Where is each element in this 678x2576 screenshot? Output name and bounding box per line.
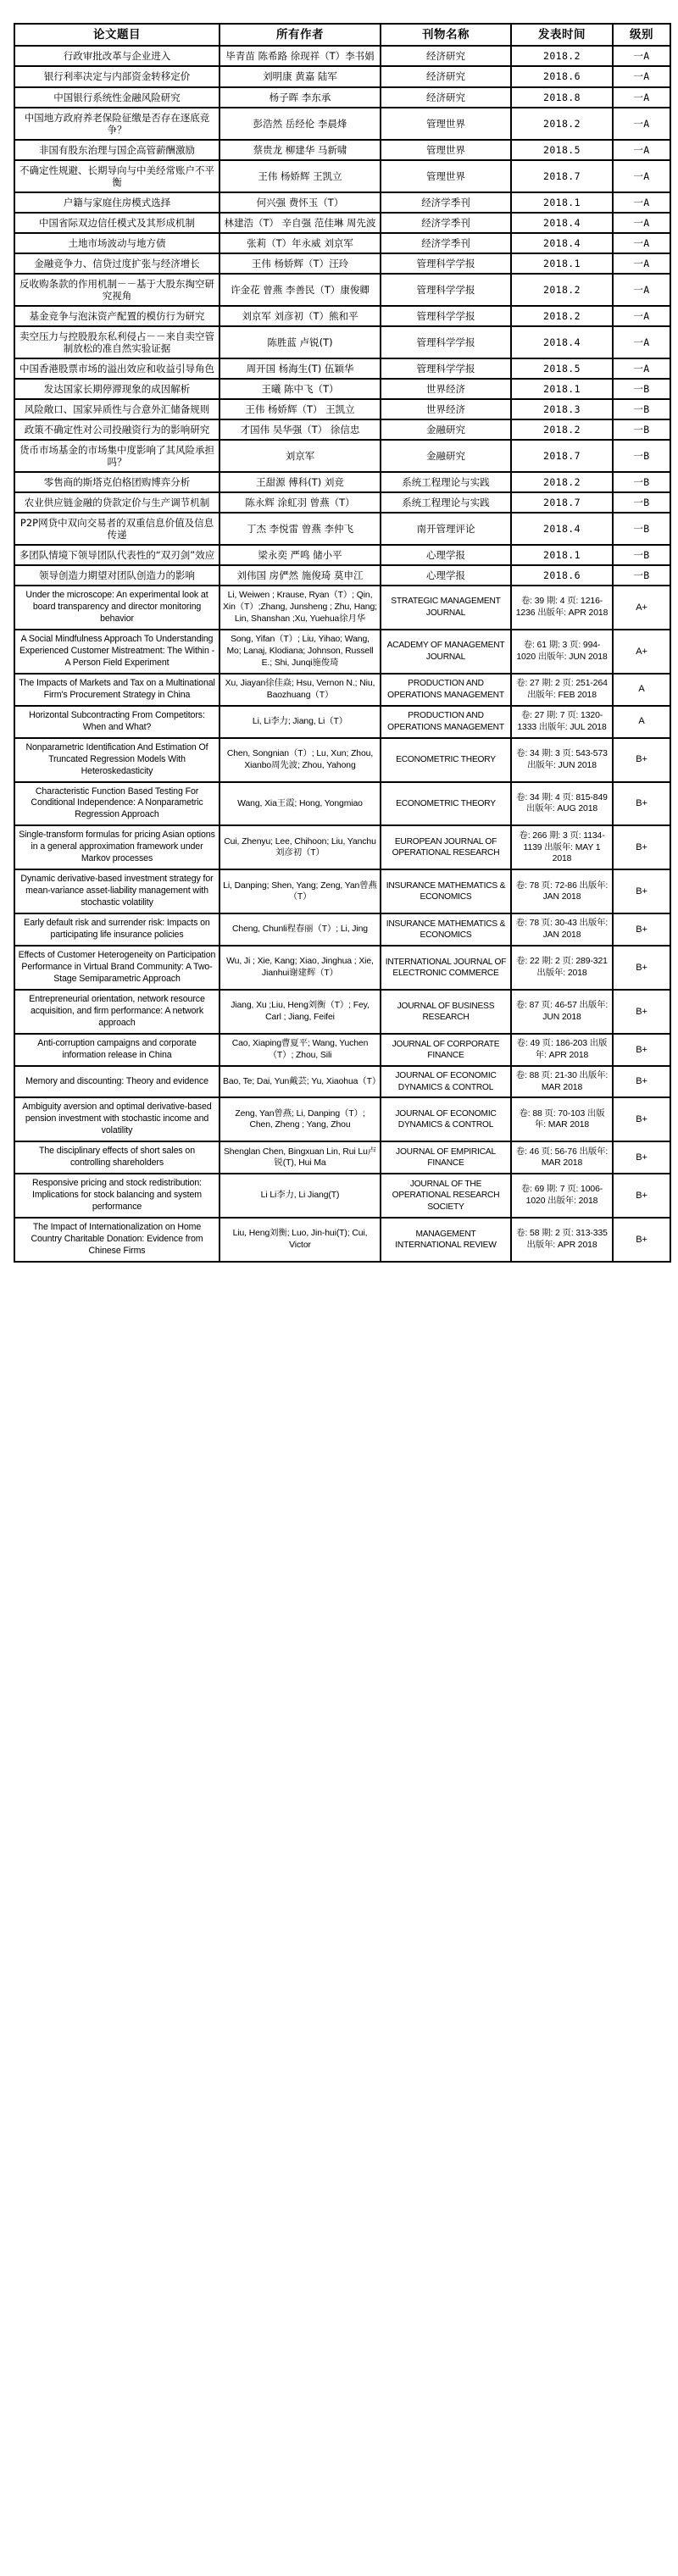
cell-level: B+ [613,990,670,1034]
cell-date: 卷: 266 期: 3 页: 1134-1139 出版年: MAY 1 2018 [511,825,613,869]
cell-level: 一B [613,440,670,472]
cell-level: B+ [613,1034,670,1066]
table-row [14,66,670,86]
cell-level: B+ [613,946,670,990]
cell-journal: JOURNAL OF ECONOMIC DYNAMICS & CONTROL [381,1097,511,1141]
cell-journal: 经济研究 [381,87,511,108]
cell-level: 一A [613,46,670,66]
table-row [14,782,670,826]
table-row [14,399,670,419]
cell-date: 卷: 69 期: 7 页: 1006-1020 出版年: 2018 [511,1174,613,1218]
table-row [14,1141,670,1174]
table-row [14,586,670,630]
column-header-level: 级别 [613,24,670,46]
cell-level: B+ [613,1141,670,1174]
cell-level: B+ [613,738,670,782]
cell-title: The disciplinary effects of short sales on controlling shareholders [14,1141,220,1174]
table-row [14,108,670,140]
cell-date: 卷: 88 页: 70-103 出版年: MAR 2018 [511,1097,613,1141]
cell-authors: Cao, Xiaping曹夏平; Wang, Yuchen（T）; Zhou, Sili [220,1034,381,1066]
cell-level: B+ [613,1218,670,1262]
table-row [14,1174,670,1218]
column-header-title: 论文题目 [14,24,220,46]
cell-title: The Impact of Internationalization on Home Country Charitable Donation: Evidence from Chinese Firms [14,1218,220,1262]
cell-authors: Cheng, Chunli程春丽（T）; Li, Jing [220,913,381,946]
cell-level: A+ [613,586,670,630]
column-header-date: 发表时间 [511,24,613,46]
table-row [14,306,670,326]
cell-title: 货币市场基金的市场集中度影响了其风险承担吗？ [14,440,220,472]
cell-title: Effects of Customer Heterogeneity on Participation Performance in Virtual Brand Community: A Two-Stage Semiparametric Approach [14,946,220,990]
table-row [14,674,670,706]
table-row [14,326,670,358]
cell-date: 2018.7 [511,440,613,472]
cell-date: 卷: 88 页: 21-30 出版年: MAR 2018 [511,1066,613,1097]
cell-level: 一B [613,492,670,513]
cell-authors: Zeng, Yan曾燕; Li, Danping（T）; Chen, Zheng ; Yang, Zhou [220,1097,381,1141]
cell-authors: Li, Weiwen ; Krause, Ryan（T）; Qin, Xin（T）;Zhang, Junsheng ; Zhu, Hang; Lin, Shanshan ;Xu, Yuehua徐月华 [220,586,381,630]
cell-journal: 金融研究 [381,419,511,440]
cell-authors: Shenglan Chen, Bingxuan Lin, Rui Lu卢锐(T), Hui Ma [220,1141,381,1174]
table-row [14,1034,670,1066]
cell-level: B+ [613,913,670,946]
cell-journal: EUROPEAN JOURNAL OF OPERATIONAL RESEARCH [381,825,511,869]
cell-title: Nonparametric Identification And Estimation Of Truncated Regression Models With Heteroskedasticity [14,738,220,782]
cell-journal: INSURANCE MATHEMATICS & ECONOMICS [381,869,511,913]
table-row [14,1066,670,1097]
cell-title: Ambiguity aversion and optimal derivative-based pension investment with stochastic income and volatility [14,1097,220,1141]
table-row [14,946,670,990]
table-row [14,46,670,66]
cell-journal: MANAGEMENT INTERNATIONAL REVIEW [381,1218,511,1262]
table-row [14,87,670,108]
cell-date: 2018.1 [511,379,613,399]
cell-authors: 王伟 杨娇辉 王凯立 [220,160,381,192]
table-row [14,253,670,274]
cell-title: 发达国家长期停滞现象的成因解析 [14,379,220,399]
cell-date: 2018.5 [511,358,613,379]
cell-title: Dynamic derivative-based investment strategy for mean-variance asset-liability management with stochastic volatility [14,869,220,913]
table-row [14,869,670,913]
cell-date: 2018.2 [511,274,613,306]
cell-authors: 刘伟国 房俨然 施俊琦 莫申江 [220,565,381,586]
cell-level: B+ [613,825,670,869]
cell-journal: INTERNATIONAL JOURNAL OF ELECTRONIC COMMERCE [381,946,511,990]
cell-level: 一B [613,379,670,399]
cell-title: The Impacts of Markets and Tax on a Multinational Firm's Procurement Strategy in China [14,674,220,706]
cell-level: 一A [613,274,670,306]
table-row [14,990,670,1034]
cell-level: B+ [613,782,670,826]
cell-title: 金融竞争力、信贷过度扩张与经济增长 [14,253,220,274]
cell-date: 2018.3 [511,399,613,419]
cell-title: P2P网贷中双向交易者的双重信息价值及信息传递 [14,513,220,545]
cell-journal: 管理科学学报 [381,253,511,274]
cell-journal: ACADEMY OF MANAGEMENT JOURNAL [381,630,511,674]
cell-level: B+ [613,869,670,913]
cell-date: 卷: 39 期: 4 页: 1216-1236 出版年: APR 2018 [511,586,613,630]
cell-date: 2018.1 [511,545,613,565]
cell-title: 领导创造力期望对团队创造力的影响 [14,565,220,586]
cell-level: 一A [613,326,670,358]
cell-date: 卷: 46 页: 56-76 出版年: MAR 2018 [511,1141,613,1174]
cell-journal: JOURNAL OF ECONOMIC DYNAMICS & CONTROL [381,1066,511,1097]
cell-title: 农业供应链金融的贷款定价与生产调节机制 [14,492,220,513]
cell-title: 土地市场波动与地方债 [14,233,220,253]
cell-title: 中国省际双边信任模式及其形成机制 [14,213,220,233]
table-row [14,565,670,586]
cell-authors: Li, Danping; Shen, Yang; Zeng, Yan曾燕（T） [220,869,381,913]
publications-table [14,23,671,1263]
cell-authors: 王甜源 傅科(T) 刘竞 [220,472,381,492]
cell-journal: 经济研究 [381,46,511,66]
cell-authors: 蔡贵龙 柳建华 马新啸 [220,140,381,160]
cell-level: 一A [613,306,670,326]
table-body [14,46,670,1262]
cell-journal: ECONOMETRIC THEORY [381,782,511,826]
cell-level: 一A [613,358,670,379]
cell-level: 一A [613,87,670,108]
cell-level: 一A [613,213,670,233]
cell-journal: 管理科学学报 [381,358,511,379]
cell-journal: JOURNAL OF EMPIRICAL FINANCE [381,1141,511,1174]
table-row [14,492,670,513]
cell-journal: PRODUCTION AND OPERATIONS MANAGEMENT [381,706,511,738]
cell-title: 中国地方政府养老保险征缴是否存在逐底竞争？ [14,108,220,140]
table-row [14,1097,670,1141]
table-row [14,192,670,213]
table-row [14,419,670,440]
cell-date: 2018.7 [511,160,613,192]
cell-journal: 南开管理评论 [381,513,511,545]
table-row [14,1218,670,1262]
cell-authors: 陈永辉 涂虹羽 曾燕（T） [220,492,381,513]
cell-authors: 刘京军 [220,440,381,472]
cell-title: 政策不确定性对公司投融资行为的影响研究 [14,419,220,440]
cell-authors: 何兴强 费怀玉（T） [220,192,381,213]
cell-title: A Social Mindfulness Approach To Understanding Experienced Customer Mistreatment: The Within - A Person Field Experiment [14,630,220,674]
cell-authors: Xu, Jiayan徐佳焱; Hsu, Vernon N.; Niu, Baozhuang（T） [220,674,381,706]
cell-title: 银行利率决定与内部资金转移定价 [14,66,220,86]
cell-date: 2018.1 [511,192,613,213]
cell-journal: 管理世界 [381,140,511,160]
cell-title: Responsive pricing and stock redistribution: Implications for stock balancing and system performance [14,1174,220,1218]
cell-authors: 陈胜蓝 卢锐(T) [220,326,381,358]
cell-authors: 刘京军 刘彦初（T）熊和平 [220,306,381,326]
cell-date: 2018.4 [511,326,613,358]
cell-date: 2018.2 [511,472,613,492]
cell-authors: 彭浩然 岳经伦 李晨烽 [220,108,381,140]
table-header [14,24,670,46]
cell-title: 户籍与家庭住房模式选择 [14,192,220,213]
cell-date: 2018.4 [511,513,613,545]
cell-title: 零售商的斯塔克伯格团购博弈分析 [14,472,220,492]
cell-level: 一A [613,108,670,140]
cell-level: B+ [613,1097,670,1141]
cell-journal: INSURANCE MATHEMATICS & ECONOMICS [381,913,511,946]
table-row [14,513,670,545]
cell-date: 卷: 61 期: 3 页: 994-1020 出版年: JUN 2018 [511,630,613,674]
cell-date: 卷: 58 期: 2 页: 313-335 出版年: APR 2018 [511,1218,613,1262]
table-row [14,706,670,738]
cell-date: 2018.6 [511,565,613,586]
cell-title: Early default risk and surrender risk: Impacts on participating life insurance policies [14,913,220,946]
cell-title: 非国有股东治理与国企高管薪酬激励 [14,140,220,160]
cell-title: 多团队情境下领导团队代表性的“双刃剑”效应 [14,545,220,565]
cell-date: 2018.4 [511,213,613,233]
cell-authors: Wu, Ji ; Xie, Kang; Xiao, Jinghua ; Xie, Jianhui谢建辉（T） [220,946,381,990]
cell-journal: JOURNAL OF CORPORATE FINANCE [381,1034,511,1066]
cell-title: Memory and discounting: Theory and evidence [14,1066,220,1097]
cell-authors: 张莉（T）年永威 刘京军 [220,233,381,253]
cell-title: 中国香港股票市场的溢出效应和收益引导角色 [14,358,220,379]
cell-title: Single-transform formulas for pricing Asian options in a general approximation framework under Markov processes [14,825,220,869]
cell-date: 卷: 34 期: 4 页: 815-849 出版年: AUG 2018 [511,782,613,826]
cell-title: Anti-corruption campaigns and corporate information release in China [14,1034,220,1066]
cell-level: 一B [613,472,670,492]
cell-authors: 毕青苗 陈希路 徐现祥（T）李书娟 [220,46,381,66]
cell-date: 2018.2 [511,419,613,440]
cell-date: 2018.2 [511,46,613,66]
cell-authors: 杨子晖 李东承 [220,87,381,108]
cell-title: 基金竞争与泡沫资产配置的模仿行为研究 [14,306,220,326]
cell-journal: 世界经济 [381,399,511,419]
cell-date: 卷: 87 页: 46-57 出版年: JUN 2018 [511,990,613,1034]
cell-title: 风险敞口、国家异质性与合意外汇储备规则 [14,399,220,419]
cell-title: Characteristic Function Based Testing For Conditional Independence: A Nonparametric Regression Approach [14,782,220,826]
cell-authors: 梁永奕 严鸣 储小平 [220,545,381,565]
cell-title: 反收购条款的作用机制－－基于大股东掏空研究视角 [14,274,220,306]
cell-journal: 经济学季刊 [381,192,511,213]
cell-level: 一B [613,399,670,419]
cell-level: 一A [613,66,670,86]
cell-level: 一A [613,160,670,192]
cell-journal: 管理世界 [381,108,511,140]
cell-journal: PRODUCTION AND OPERATIONS MANAGEMENT [381,674,511,706]
table-row [14,545,670,565]
cell-level: A [613,674,670,706]
cell-journal: 管理科学学报 [381,274,511,306]
cell-authors: 王伟 杨娇辉（T） 王凯立 [220,399,381,419]
table-row [14,140,670,160]
cell-date: 2018.4 [511,233,613,253]
cell-date: 2018.8 [511,87,613,108]
cell-journal: JOURNAL OF THE OPERATIONAL RESEARCH SOCIETY [381,1174,511,1218]
cell-date: 卷: 34 期: 3 页: 543-573 出版年: JUN 2018 [511,738,613,782]
cell-title: Horizontal Subcontracting From Competitors: When and What? [14,706,220,738]
cell-title: Entrepreneurial orientation, network resource acquisition, and firm performance: A network approach [14,990,220,1034]
cell-level: 一B [613,565,670,586]
cell-title: 中国银行系统性金融风险研究 [14,87,220,108]
cell-date: 卷: 49 页: 186-203 出版年: APR 2018 [511,1034,613,1066]
table-row [14,825,670,869]
cell-journal: ECONOMETRIC THEORY [381,738,511,782]
cell-journal: 心理学报 [381,545,511,565]
cell-level: B+ [613,1066,670,1097]
cell-authors: Jiang, Xu ;Liu, Heng刘衡（T）; Fey, Carl ; Jiang, Feifei [220,990,381,1034]
cell-journal: JOURNAL OF BUSINESS RESEARCH [381,990,511,1034]
cell-date: 2018.7 [511,492,613,513]
cell-title: 行政审批改革与企业进入 [14,46,220,66]
cell-level: 一A [613,253,670,274]
table-row [14,630,670,674]
cell-journal: 经济研究 [381,66,511,86]
cell-date: 卷: 78 页: 72-86 出版年: JAN 2018 [511,869,613,913]
cell-authors: Li, Li李力; Jiang, Li（T） [220,706,381,738]
cell-authors: 丁杰 李悦雷 曾燕 李仲飞 [220,513,381,545]
cell-date: 2018.5 [511,140,613,160]
cell-title: 卖空压力与控股股东私利侵占－－来自卖空管制放松的准自然实验证据 [14,326,220,358]
cell-level: A [613,706,670,738]
cell-journal: 管理世界 [381,160,511,192]
cell-date: 卷: 78 页: 30-43 出版年: JAN 2018 [511,913,613,946]
cell-journal: 管理科学学报 [381,306,511,326]
table-row [14,472,670,492]
cell-authors: 刘明康 黄嘉 陆军 [220,66,381,86]
cell-date: 卷: 22 期: 2 页: 289-321 出版年: 2018 [511,946,613,990]
cell-authors: Li Li李力, Li Jiang(T) [220,1174,381,1218]
column-header-journal: 刊物名称 [381,24,511,46]
cell-authors: 王曦 陈中飞（T） [220,379,381,399]
cell-date: 卷: 27 期: 7 页: 1320-1333 出版年: JUL 2018 [511,706,613,738]
cell-date: 卷: 27 期: 2 页: 251-264 出版年: FEB 2018 [511,674,613,706]
table-row [14,358,670,379]
cell-authors: Song, Yifan（T）; Liu, Yihao; Wang, Mo; Lanaj, Klodiana; Johnson, Russell E.; Shi, Junqi施俊琦 [220,630,381,674]
table-header-row [14,24,670,46]
cell-authors: Bao, Te; Dai, Yun戴芸; Yu, Xiaohua（T） [220,1066,381,1097]
cell-journal: 金融研究 [381,440,511,472]
cell-authors: Chen, Songnian（T）; Lu, Xun; Zhou, Xianbo周先波; Zhou, Yahong [220,738,381,782]
table-row [14,738,670,782]
table-row [14,913,670,946]
cell-date: 2018.2 [511,108,613,140]
cell-authors: Wang, Xia王霞; Hong, Yongmiao [220,782,381,826]
cell-level: 一B [613,419,670,440]
cell-level: 一A [613,192,670,213]
cell-date: 2018.6 [511,66,613,86]
cell-title: 不确定性规避、长期导向与中美经常账户不平衡 [14,160,220,192]
cell-authors: Liu, Heng刘衡; Luo, Jin-hui(T); Cui, Victor [220,1218,381,1262]
column-header-authors: 所有作者 [220,24,381,46]
cell-journal: 心理学报 [381,565,511,586]
table-row [14,213,670,233]
cell-journal: 管理科学学报 [381,326,511,358]
table-row [14,274,670,306]
cell-journal: 经济学季刊 [381,233,511,253]
cell-level: B+ [613,1174,670,1218]
cell-level: 一A [613,140,670,160]
cell-level: A+ [613,630,670,674]
table-row [14,440,670,472]
cell-authors: 许金花 曾燕 李善民（T）康俊卿 [220,274,381,306]
cell-authors: 林建浩（T） 辛自强 范佳琳 周先波 [220,213,381,233]
cell-journal: 世界经济 [381,379,511,399]
cell-journal: 系统工程理论与实践 [381,492,511,513]
cell-authors: 王伟 杨娇辉（T）汪玲 [220,253,381,274]
cell-level: 一B [613,545,670,565]
cell-journal: 系统工程理论与实践 [381,472,511,492]
cell-title: Under the microscope: An experimental look at board transparency and director monitoring behavior [14,586,220,630]
table-row [14,160,670,192]
cell-authors: 周开国 杨海生(T) 伍颖华 [220,358,381,379]
cell-date: 2018.1 [511,253,613,274]
cell-date: 2018.2 [511,306,613,326]
table-row [14,379,670,399]
cell-level: 一B [613,513,670,545]
cell-authors: Cui, Zhenyu; Lee, Chihoon; Liu, Yanchu刘彦初（T） [220,825,381,869]
cell-journal: STRATEGIC MANAGEMENT JOURNAL [381,586,511,630]
cell-journal: 经济学季刊 [381,213,511,233]
table-row [14,233,670,253]
cell-authors: 才国伟 吴华强（T） 徐信忠 [220,419,381,440]
cell-level: 一A [613,233,670,253]
